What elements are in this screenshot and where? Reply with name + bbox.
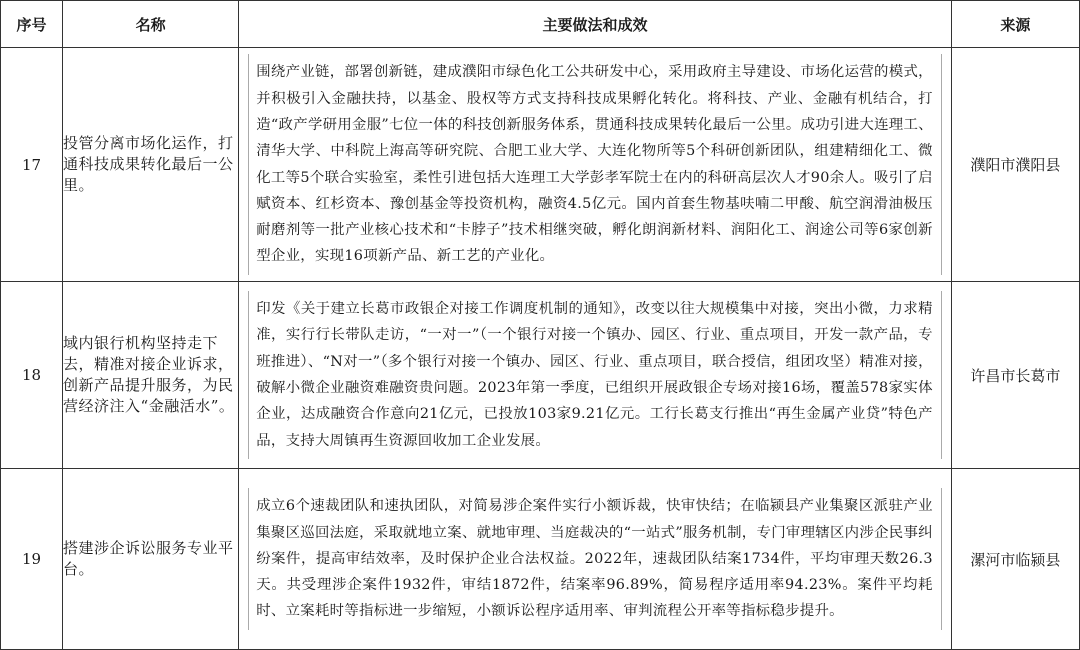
row-main-cell (239, 282, 952, 469)
header-source: 来源 (951, 1, 1079, 48)
row-name-cell (63, 282, 239, 469)
row-number: 18 (1, 282, 63, 469)
row-main-cell (239, 469, 952, 650)
row-source: 濮阳市濮阳县 (951, 48, 1079, 282)
row-name-cell (63, 48, 239, 282)
row-main-text: 围绕产业链，部署创新链，建成濮阳市绿色化工公共研发中心，采用政府主导建设、市场化运营的模式，并积极引入金融扶持，以基金、股权等方式支持科技成果孵化转化。将科技、产业、金融有机结合，打造“政产学研用金服”七位一体的科技创新服务体系，贯通科技成果转化最后一公里。成功引进大连理工、清华大学、中科院上海高等研究院、合肥工业大学、大连化物所等5个科研创新团队，组建精细化工、微化工等5个联合实验室，柔性引进包括大连理工大学彭孝军院士在内的科研高层次人才90余人。吸引了启赋资本、红杉资本、豫创基金等投资机构，融资4.5亿元。国内首套生物基呋喃二甲酸、航空润滑油极压耐磨剂等一批产业核心技术和“卡脖子”技术相继突破，孵化朗润新材料、润阳化工、润途公司等6家创新型企业，实现16项新产品、新工艺的产业化。 (248, 54, 942, 274)
header-main: 主要做法和成效 (239, 1, 952, 48)
table-header-row (1, 1, 1080, 48)
header-name: 名称 (63, 1, 239, 48)
row-name: 投管分离市场化运作，打通科技成果转化最后一公里。 (63, 134, 234, 194)
table-row (1, 282, 1080, 469)
row-name: 域内银行机构坚持走下去，精准对接企业诉求，创新产品提升服务，为民营经济注入“金融活水”。 (63, 334, 235, 415)
table-row (1, 48, 1080, 282)
row-main-text: 成立6个速裁团队和速执团队，对简易涉企案件实行小额诉裁，快审快结；在临颍县产业集聚区派驻产业集聚区巡回法庭，采取就地立案、就地审理、当庭裁决的“一站式”服务机制，专门审理辖区内涉企民事纠纷案件，提高审结效率，及时保护企业合法权益。2022年，速裁团队结案1734件，平均审理天数26.3天。共受理涉企案件1932件，审结1872件，结案率96.89%，简易程序适用率94.23%。案件平均耗时、立案耗时等指标进一步缩短，小额诉讼程序适用率、审判流程公开率等指标稳步提升。 (248, 488, 942, 629)
row-main-cell (239, 48, 952, 282)
row-number: 19 (1, 469, 63, 650)
row-name-cell (63, 469, 239, 650)
header-no: 序号 (1, 1, 63, 48)
row-source: 许昌市长葛市 (951, 282, 1079, 469)
table-row (1, 469, 1080, 650)
row-source: 漯河市临颍县 (951, 469, 1079, 650)
row-number: 17 (1, 48, 63, 282)
row-name: 搭建涉企诉讼服务专业平台。 (63, 539, 234, 578)
row-main-text: 印发《关于建立长葛市政银企对接工作调度机制的通知》，改变以往大规模集中对接，突出小微，力求精准，实行行长带队走访，“一对一”（一个银行对接一个镇办、园区、行业、重点项目，开发一款产品，专班推进）、“N对一”（多个银行对接一个镇办、园区、行业、重点项目，联合授信，组团攻坚）精准对接，破解小微企业融资难融资贵问题。2023年第一季度，已组织开展政银企专场对接16场，覆盖578家实体企业，达成融资合作意向21亿元，已投放103家9.21亿元。工行长葛支行推出“再生金属产业贷”特色产品，支持大周镇再生资源回收加工企业发展。 (248, 291, 942, 459)
